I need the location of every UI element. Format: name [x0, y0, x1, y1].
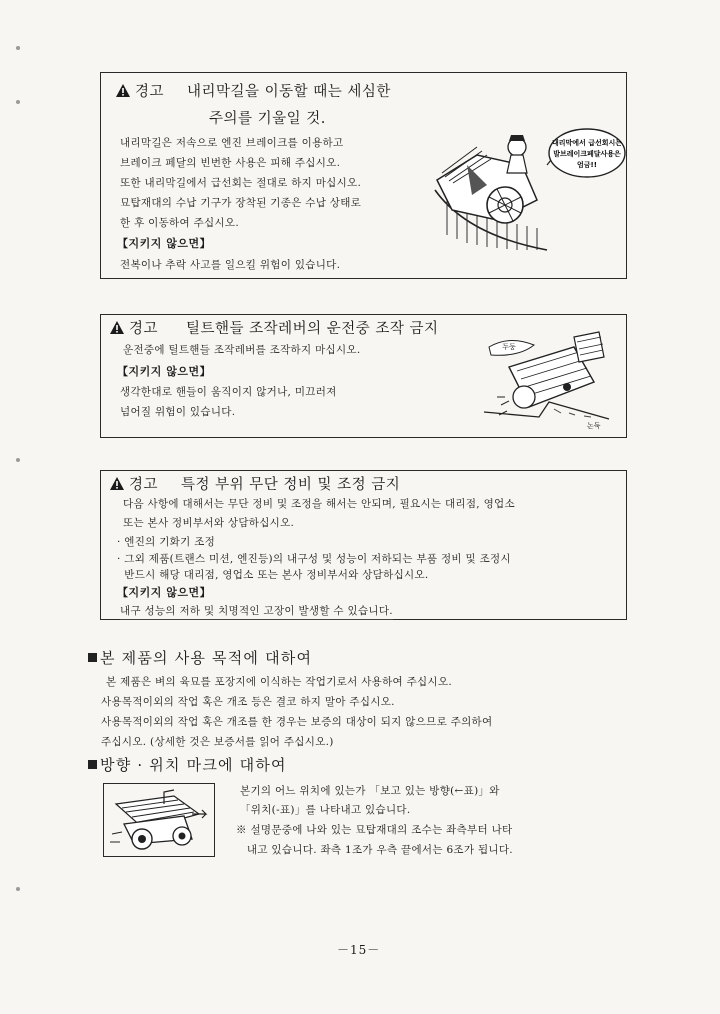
warning-heading	[109, 317, 158, 338]
downhill-transplanter-illustration	[427, 125, 627, 255]
direction-body-line: ※ 설명문중에 나와 있는 묘탑재대의 조수는 좌측부터 나타	[236, 824, 513, 836]
direction-body-line: 내고 있습니다. 좌측 1조가 우측 끝에서는 6조가 됩니다.	[236, 844, 513, 856]
warning-body-line: 브레이크 페달의 빈번한 사용은 피해 주십시오.	[120, 157, 341, 169]
section-title-text: 방향 · 위치 마크에 대하여	[100, 756, 287, 774]
warning-box-downhill	[100, 72, 627, 279]
section-title-purpose	[88, 647, 312, 668]
warning-heading	[109, 473, 158, 494]
section-bullet-icon	[88, 653, 97, 662]
warning-triangle-icon	[109, 320, 125, 335]
illustration-label: 두둥	[502, 343, 516, 351]
warning-label: 경고	[129, 321, 159, 337]
warning-consequence: 전복이나 추락 사고를 일으킬 위험이 있습니다.	[120, 259, 341, 271]
direction-illustration-frame	[103, 783, 215, 857]
binding-hole	[16, 458, 20, 462]
warning-label: 경고	[135, 84, 165, 100]
warning-body-line: · 그외 제품(트랜스 미션, 엔진등)의 내구성 및 성능이 저하되는 부품 정비 및 조정시	[117, 553, 511, 565]
if-not-followed-label: 【지키지 않으면】	[117, 586, 212, 599]
warning-heading-text: 특정 부위 무단 정비 및 조정 금지	[181, 477, 401, 493]
if-not-followed-label: 【지키지 않으면】	[117, 365, 212, 378]
warning-heading-text: 틸트핸들 조작레버의 운전중 조작 금지	[186, 321, 439, 337]
warning-consequence: 내구 성능의 저하 및 치명적인 고장이 발생할 수 있습니다.	[120, 603, 393, 620]
section-title-text: 본 제품의 사용 목적에 대하여	[100, 649, 313, 667]
page-number: －15－	[337, 943, 381, 957]
transplanter-direction-illustration	[104, 784, 214, 856]
binding-hole	[16, 100, 20, 104]
warning-label: 경고	[129, 477, 159, 493]
warning-triangle-icon	[115, 83, 131, 98]
section-bullet-icon	[88, 760, 97, 769]
binding-hole	[16, 887, 20, 891]
warning-triangle-icon	[109, 476, 125, 491]
tilt-handle-accident-illustration	[479, 327, 619, 432]
direction-body-line: 「위치(-표)」를 나타내고 있습니다.	[240, 804, 411, 816]
bubble-text-line: 내리막에서 급선회시는	[551, 139, 623, 147]
section-title-direction	[88, 754, 287, 775]
purpose-body-line: 주십시오. (상세한 것은 보증서를 읽어 주십시오.)	[101, 736, 334, 748]
warning-consequence: 넘어질 위험이 있습니다.	[120, 406, 236, 418]
warning-box-tilt-handle	[100, 314, 627, 438]
purpose-body-line: 본 제품은 벼의 육묘를 포장지에 이식하는 작업기로서 사용하여 주십시오.	[106, 676, 453, 688]
warning-box-unauthorized-maintenance	[100, 470, 627, 620]
warning-body-line: 운전중에 틸트핸들 조작레버를 조작하지 마십시오.	[123, 344, 361, 356]
warning-body-line: 또한 내리막길에서 급선회는 절대로 하지 마십시오.	[120, 177, 362, 189]
if-not-followed-label: 【지키지 않으면】	[117, 237, 212, 250]
warning-body-line: 내리막길은 저속으로 엔진 브레이크를 이용하고	[120, 137, 344, 149]
warning-heading	[115, 80, 164, 101]
bubble-text-line: 엄금!!	[577, 161, 597, 169]
warning-body-line: 또는 본사 정비부서와 상담하십시오.	[123, 517, 295, 529]
warning-heading-text-line2: 주의를 기울일 것.	[209, 111, 326, 127]
warning-body-line: 반드시 해당 대리점, 영업소 또는 본사 정비부서와 상담하십시오.	[117, 569, 429, 581]
warning-consequence: 생각한대로 핸들이 움직이지 않거나, 미끄러져	[120, 386, 337, 398]
warning-body-line: · 엔진의 기화기 조정	[117, 536, 216, 548]
illustration-label: 논둑	[587, 422, 601, 430]
direction-body-line: 본기의 어느 위치에 있는가 「보고 있는 방향(←표)」와	[240, 785, 500, 797]
warning-body-line: 묘탑재대의 수납 기구가 장착된 기종은 수납 상태로	[120, 197, 362, 209]
purpose-body-line: 사용목적이외의 작업 혹은 개조 등은 결코 하지 말아 주십시오.	[101, 696, 395, 708]
warning-heading-text: 내리막길을 이동할 때는 세심한	[187, 84, 391, 100]
binding-hole	[16, 46, 20, 50]
warning-body-line: 한 후 이동하여 주십시오.	[120, 217, 239, 229]
warning-body-line: 다음 사항에 대해서는 무단 정비 및 조정을 해서는 안되며, 필요시는 대리점, 영업소	[123, 498, 515, 510]
bubble-text-line: 발브레이크페달사용은	[553, 150, 621, 158]
purpose-body-line: 사용목적이외의 작업 혹은 개조를 한 경우는 보증의 대상이 되지 않으므로 주의하여	[101, 716, 493, 728]
